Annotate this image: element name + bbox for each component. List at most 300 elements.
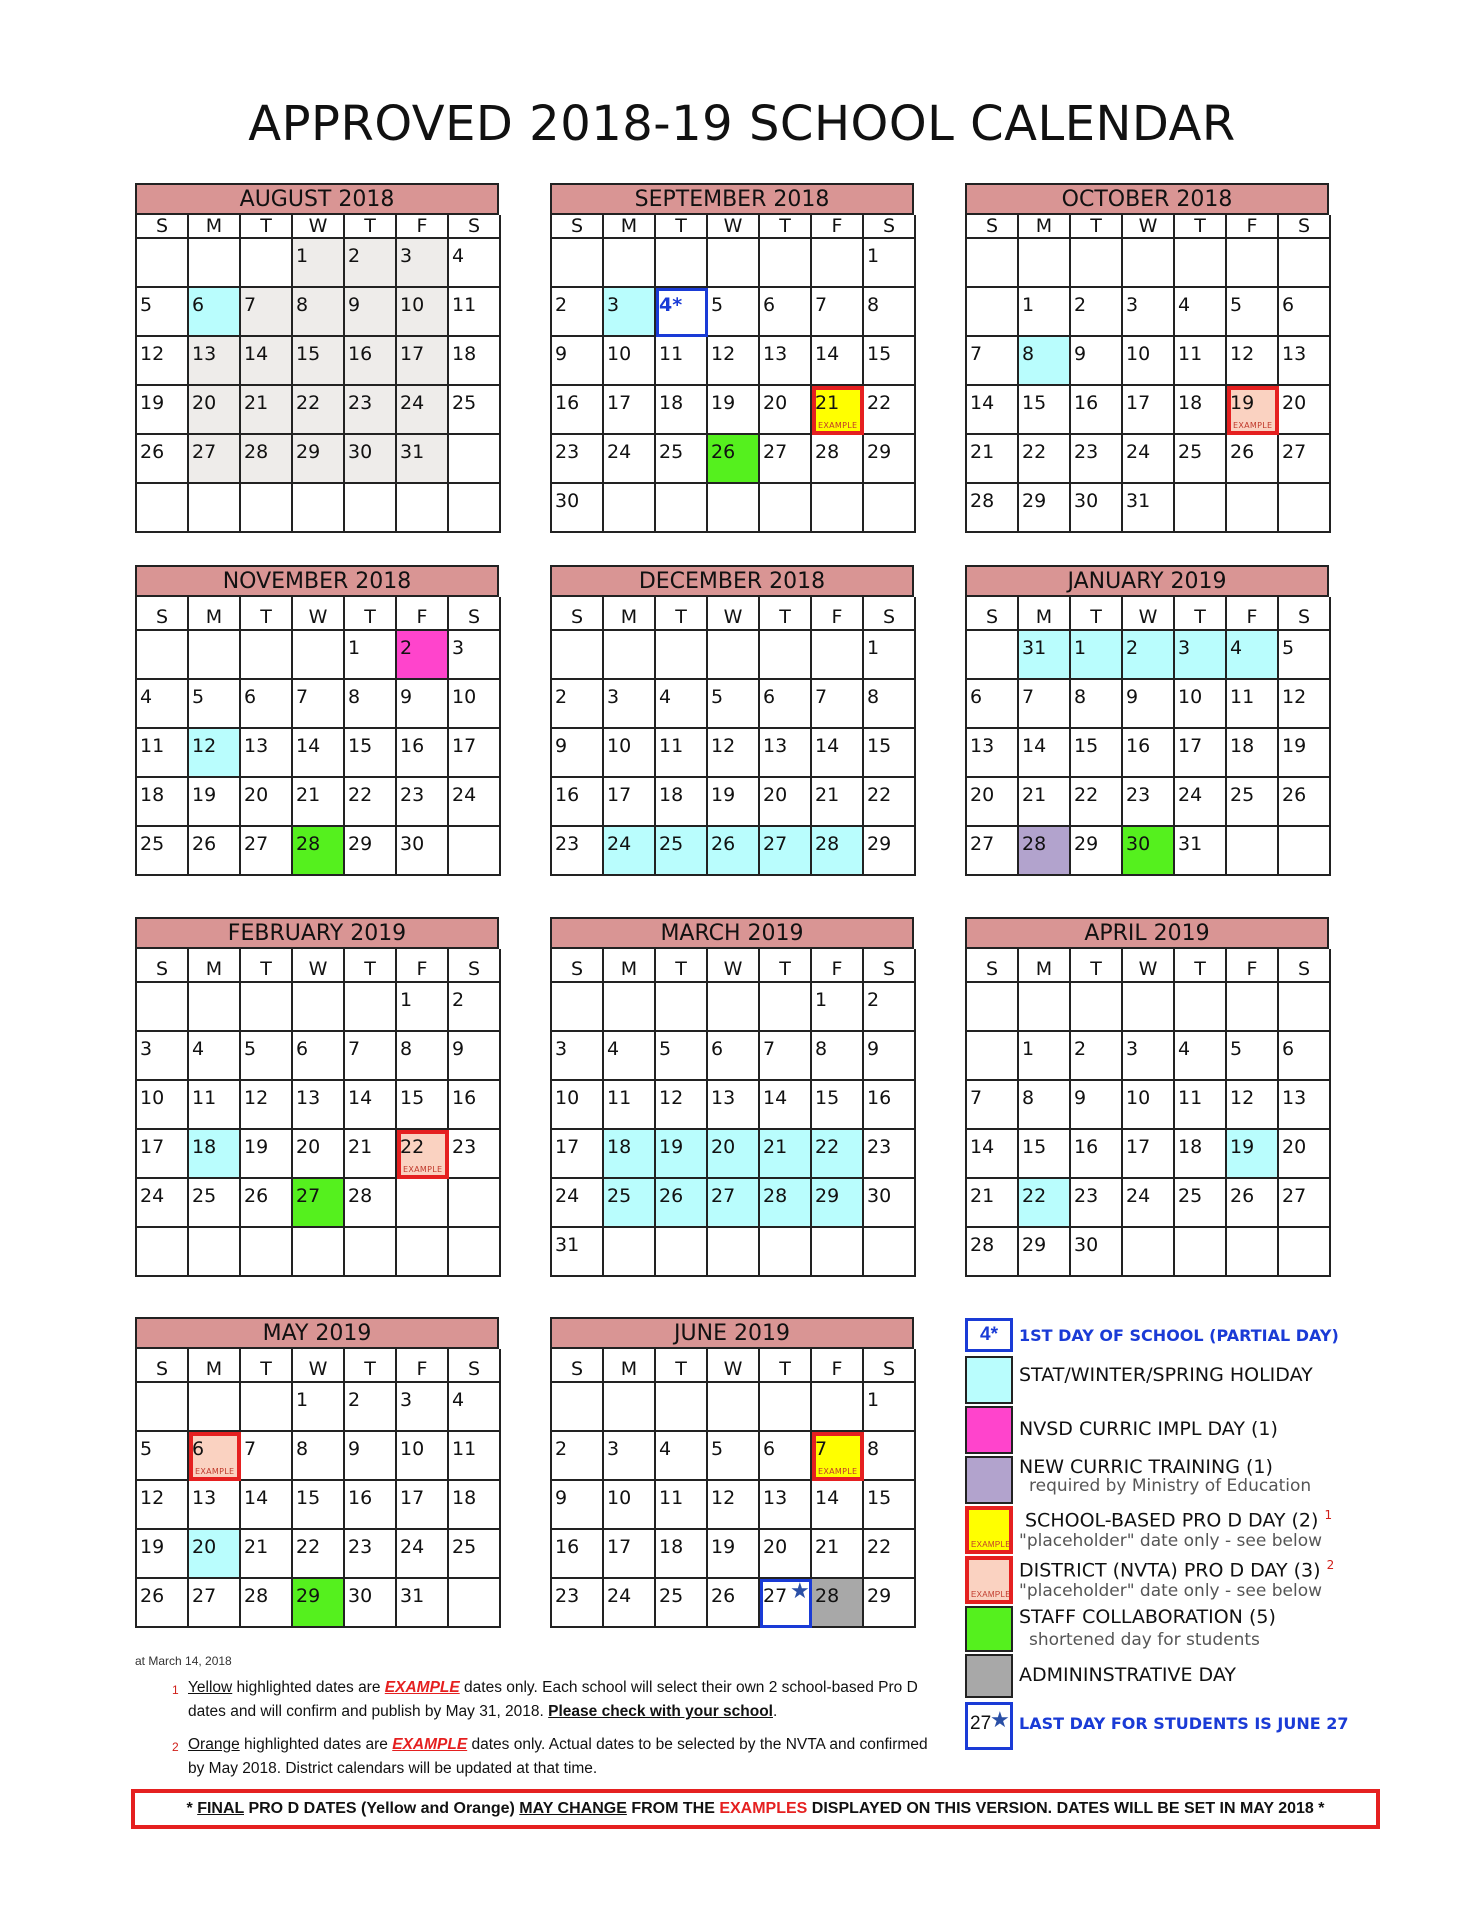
day-cell xyxy=(708,386,760,435)
month-name: FEBRUARY 2019 xyxy=(135,917,499,949)
day-cell xyxy=(1175,729,1227,778)
day-number: 21 xyxy=(763,1136,788,1158)
day-number: 31 xyxy=(400,441,425,463)
day-number: 16 xyxy=(1126,735,1151,757)
day-cell xyxy=(293,1228,345,1277)
legend-collab-sub: shortened day for students xyxy=(1029,1630,1260,1650)
day-cell xyxy=(656,680,708,729)
day-cell xyxy=(864,1032,916,1081)
day-number: 21 xyxy=(815,784,840,806)
day-cell xyxy=(1279,1179,1331,1228)
day-cell xyxy=(864,484,916,533)
day-number: 6 xyxy=(763,1438,776,1460)
month-block xyxy=(965,565,1329,876)
day-number: 29 xyxy=(348,833,373,855)
day-cell xyxy=(708,827,760,876)
day-number: 25 xyxy=(452,1536,477,1558)
day-number: 25 xyxy=(659,833,684,855)
day-cell xyxy=(1019,386,1071,435)
day-number: 20 xyxy=(1282,1136,1307,1158)
day-cell xyxy=(293,1579,345,1628)
day-cell xyxy=(345,484,397,533)
day-cell xyxy=(812,1481,864,1530)
day-number: 16 xyxy=(555,784,580,806)
day-number: 12 xyxy=(711,1487,736,1509)
day-cell xyxy=(864,1081,916,1130)
day-number: 1 xyxy=(296,245,309,267)
day-cell xyxy=(449,680,501,729)
day-cell xyxy=(1019,288,1071,337)
day-cell xyxy=(293,435,345,484)
day-cell xyxy=(345,983,397,1032)
day-cell xyxy=(397,1081,449,1130)
day-cell xyxy=(864,680,916,729)
day-number: 26 xyxy=(192,833,217,855)
day-number: 7 xyxy=(763,1038,776,1060)
day-number: 11 xyxy=(1178,343,1203,365)
day-cell xyxy=(552,1432,604,1481)
day-number: 1 xyxy=(296,1389,309,1411)
day-cell xyxy=(1019,827,1071,876)
day-number: 21 xyxy=(244,392,269,414)
day-cell xyxy=(1279,680,1331,729)
day-number: 30 xyxy=(1074,1234,1099,1256)
day-number: 13 xyxy=(192,343,217,365)
day-number: 2 xyxy=(1074,294,1087,316)
day-cell xyxy=(604,1432,656,1481)
day-number: 23 xyxy=(1074,1185,1099,1207)
day-cell xyxy=(760,729,812,778)
day-cell xyxy=(397,1130,449,1179)
legend-admin: ADMININSTRATIVE DAY xyxy=(1019,1664,1236,1686)
day-cell xyxy=(1175,1179,1227,1228)
example-label: EXAMPLE xyxy=(818,421,858,430)
day-number: 29 xyxy=(867,833,892,855)
day-number: 7 xyxy=(296,686,309,708)
day-cell xyxy=(552,386,604,435)
day-number: 27 xyxy=(763,833,788,855)
day-number: 4 xyxy=(1230,637,1243,659)
day-cell xyxy=(812,680,864,729)
day-cell xyxy=(760,1383,812,1432)
day-number: 21 xyxy=(815,392,840,414)
day-cell xyxy=(760,1179,812,1228)
day-cell xyxy=(708,1481,760,1530)
day-number: 24 xyxy=(400,1536,425,1558)
day-number: 23 xyxy=(348,1536,373,1558)
day-cell xyxy=(241,1081,293,1130)
day-cell xyxy=(345,778,397,827)
day-cell xyxy=(449,1383,501,1432)
weekday-label: S xyxy=(449,215,501,239)
day-number: 24 xyxy=(607,1585,632,1607)
day-number: 6 xyxy=(763,294,776,316)
day-number: 6 xyxy=(244,686,257,708)
day-cell xyxy=(604,827,656,876)
day-number: 29 xyxy=(1022,1234,1047,1256)
day-number: 5 xyxy=(711,686,724,708)
legend-district: DISTRICT (NVTA) PRO D DAY (3) $^2$ xyxy=(1019,1558,1335,1582)
day-number: 28 xyxy=(244,1585,269,1607)
day-cell xyxy=(137,484,189,533)
day-cell xyxy=(552,1130,604,1179)
day-number: 19 xyxy=(711,784,736,806)
day-number: 11 xyxy=(607,1087,632,1109)
day-number: 29 xyxy=(867,1585,892,1607)
day-number: 9 xyxy=(400,686,413,708)
day-cell xyxy=(604,680,656,729)
weekday-label: T xyxy=(656,597,708,631)
day-number: 13 xyxy=(711,1087,736,1109)
day-number: 29 xyxy=(296,1585,321,1607)
day-cell xyxy=(552,778,604,827)
day-number: 15 xyxy=(867,343,892,365)
day-number: 25 xyxy=(452,392,477,414)
day-number: 11 xyxy=(192,1087,217,1109)
day-cell xyxy=(967,484,1019,533)
month-grid xyxy=(135,949,499,1277)
day-cell xyxy=(1279,729,1331,778)
month-name: JANUARY 2019 xyxy=(965,565,1329,597)
legend-school-sub: "placeholder" date only - see below xyxy=(1019,1531,1323,1551)
day-number: 17 xyxy=(607,1536,632,1558)
day-cell xyxy=(1175,435,1227,484)
day-number: 29 xyxy=(1074,833,1099,855)
day-number: 9 xyxy=(452,1038,465,1060)
day-cell xyxy=(449,631,501,680)
day-number: 11 xyxy=(140,735,165,757)
day-number: 2 xyxy=(555,1438,568,1460)
legend-training-sub: required by Ministry of Education xyxy=(1029,1476,1312,1496)
day-cell xyxy=(1175,484,1227,533)
day-number: 14 xyxy=(970,392,995,414)
day-cell xyxy=(812,435,864,484)
day-cell xyxy=(708,680,760,729)
day-number: 23 xyxy=(555,441,580,463)
day-number: 26 xyxy=(711,833,736,855)
month-grid xyxy=(550,597,914,876)
day-number: 20 xyxy=(763,784,788,806)
day-cell xyxy=(708,1579,760,1628)
day-cell xyxy=(1227,680,1279,729)
day-number: 3 xyxy=(452,637,465,659)
day-number: 1 xyxy=(867,245,880,267)
weekday-label: S xyxy=(552,1349,604,1383)
day-cell xyxy=(864,288,916,337)
weekday-label: W xyxy=(1123,215,1175,239)
day-cell xyxy=(760,288,812,337)
day-cell xyxy=(604,729,656,778)
day-number: 13 xyxy=(192,1487,217,1509)
day-cell xyxy=(1123,484,1175,533)
day-cell xyxy=(137,1530,189,1579)
day-cell xyxy=(1227,1130,1279,1179)
weekday-label: F xyxy=(1227,597,1279,631)
day-cell xyxy=(1175,631,1227,680)
day-number: 17 xyxy=(140,1136,165,1158)
day-cell xyxy=(1123,778,1175,827)
day-number: 16 xyxy=(1074,1136,1099,1158)
day-number: 2 xyxy=(452,989,465,1011)
weekday-label: T xyxy=(241,1349,293,1383)
day-number: 27 xyxy=(244,833,269,855)
weekday-label: T xyxy=(1071,597,1123,631)
weekday-label: S xyxy=(967,215,1019,239)
day-number: 18 xyxy=(659,392,684,414)
weekday-label: S xyxy=(967,597,1019,631)
day-cell xyxy=(345,631,397,680)
example-label: EXAMPLE xyxy=(195,1467,235,1476)
day-number: 26 xyxy=(1282,784,1307,806)
weekday-label: W xyxy=(293,949,345,983)
day-cell xyxy=(189,1228,241,1277)
day-cell xyxy=(293,1383,345,1432)
weekday-label: M xyxy=(604,215,656,239)
day-number: 8 xyxy=(1022,1087,1035,1109)
day-cell xyxy=(293,1530,345,1579)
day-cell xyxy=(552,1481,604,1530)
day-number: 4 xyxy=(1178,294,1191,316)
legend-impl-swatch xyxy=(965,1406,1013,1454)
day-cell xyxy=(293,1130,345,1179)
day-number: 20 xyxy=(1282,392,1307,414)
legend-holiday: STAT/WINTER/SPRING HOLIDAY xyxy=(1019,1364,1313,1386)
day-cell xyxy=(864,1179,916,1228)
day-cell xyxy=(1175,680,1227,729)
weekday-label: W xyxy=(708,949,760,983)
day-cell xyxy=(812,631,864,680)
weekday-label: M xyxy=(604,949,656,983)
day-cell xyxy=(1279,337,1331,386)
day-cell xyxy=(345,1530,397,1579)
weekday-label: M xyxy=(189,597,241,631)
day-cell xyxy=(449,1032,501,1081)
day-number: 9 xyxy=(555,735,568,757)
day-cell xyxy=(656,729,708,778)
day-cell xyxy=(345,337,397,386)
day-number: 14 xyxy=(348,1087,373,1109)
weekday-label: W xyxy=(708,215,760,239)
day-cell xyxy=(604,1130,656,1179)
day-number: 9 xyxy=(1074,343,1087,365)
day-cell xyxy=(1071,827,1123,876)
weekday-label: S xyxy=(552,215,604,239)
day-cell xyxy=(449,386,501,435)
day-cell xyxy=(189,827,241,876)
day-cell xyxy=(760,1130,812,1179)
day-cell xyxy=(241,435,293,484)
day-cell xyxy=(137,288,189,337)
day-cell xyxy=(241,337,293,386)
day-number: 2 xyxy=(1074,1038,1087,1060)
day-number: 27 xyxy=(970,833,995,855)
day-cell xyxy=(1019,484,1071,533)
day-cell xyxy=(760,1530,812,1579)
day-cell xyxy=(967,435,1019,484)
day-cell xyxy=(293,288,345,337)
day-cell xyxy=(189,1130,241,1179)
day-number: 13 xyxy=(1282,1087,1307,1109)
day-cell xyxy=(760,1579,812,1628)
day-cell xyxy=(1227,484,1279,533)
weekday-label: M xyxy=(189,949,241,983)
weekday-label: M xyxy=(189,215,241,239)
day-number: 12 xyxy=(140,1487,165,1509)
day-number: 5 xyxy=(1282,637,1295,659)
day-cell xyxy=(552,631,604,680)
day-cell xyxy=(708,337,760,386)
day-cell xyxy=(241,239,293,288)
day-cell xyxy=(552,1530,604,1579)
day-cell xyxy=(293,1179,345,1228)
day-cell xyxy=(708,729,760,778)
day-number: 2 xyxy=(555,294,568,316)
month-name: MARCH 2019 xyxy=(550,917,914,949)
day-cell xyxy=(1279,827,1331,876)
day-number: 12 xyxy=(1230,343,1255,365)
day-number: 16 xyxy=(867,1087,892,1109)
day-number: 21 xyxy=(244,1536,269,1558)
day-cell xyxy=(1071,778,1123,827)
weekday-label: S xyxy=(137,597,189,631)
day-cell xyxy=(604,1081,656,1130)
day-number: 4 xyxy=(140,686,153,708)
day-cell xyxy=(812,827,864,876)
day-cell xyxy=(189,1530,241,1579)
day-cell xyxy=(1071,435,1123,484)
day-cell xyxy=(760,1081,812,1130)
day-cell xyxy=(397,778,449,827)
day-cell xyxy=(708,778,760,827)
weekday-label: F xyxy=(397,1349,449,1383)
day-cell xyxy=(656,1530,708,1579)
day-number: 28 xyxy=(815,1585,840,1607)
day-number: 3 xyxy=(400,1389,413,1411)
note-2: 2 Orange highlighted dates are EXAMPLE dates only. Actual dates to be selected by the NVTA and confirmed by May 2018. District calendars will be updated at that time. xyxy=(172,1736,928,1777)
day-cell xyxy=(812,1432,864,1481)
day-number: 15 xyxy=(1022,392,1047,414)
day-cell xyxy=(1071,1130,1123,1179)
weekday-label: S xyxy=(864,597,916,631)
day-number: 5 xyxy=(659,1038,672,1060)
day-cell xyxy=(241,778,293,827)
day-cell xyxy=(812,729,864,778)
weekday-label: T xyxy=(760,215,812,239)
day-cell xyxy=(1071,680,1123,729)
day-cell xyxy=(1019,1081,1071,1130)
weekday-label: S xyxy=(137,949,189,983)
day-cell xyxy=(137,1032,189,1081)
day-number: 7 xyxy=(815,686,828,708)
day-number: 16 xyxy=(400,735,425,757)
day-cell xyxy=(1019,778,1071,827)
day-number: 5 xyxy=(140,1438,153,1460)
day-number: 15 xyxy=(815,1087,840,1109)
day-cell xyxy=(189,1179,241,1228)
day-number: 18 xyxy=(659,1536,684,1558)
day-cell xyxy=(760,1032,812,1081)
day-cell xyxy=(1071,1228,1123,1277)
day-number: 18 xyxy=(452,1487,477,1509)
day-number: 27 xyxy=(192,1585,217,1607)
day-number: 3 xyxy=(140,1038,153,1060)
day-cell xyxy=(1123,631,1175,680)
weekday-label: T xyxy=(241,597,293,631)
day-number: 8 xyxy=(867,1438,880,1460)
day-number: 3 xyxy=(1178,637,1191,659)
day-number: 10 xyxy=(607,343,632,365)
day-cell xyxy=(189,239,241,288)
day-cell xyxy=(189,729,241,778)
day-cell xyxy=(604,337,656,386)
day-cell xyxy=(1227,983,1279,1032)
day-number: 10 xyxy=(1126,343,1151,365)
day-number: 18 xyxy=(659,784,684,806)
day-number: 6 xyxy=(192,1438,205,1460)
day-cell xyxy=(708,983,760,1032)
weekday-label: M xyxy=(189,1349,241,1383)
month-name: SEPTEMBER 2018 xyxy=(550,183,914,215)
day-number: 26 xyxy=(140,1585,165,1607)
day-number: 27 xyxy=(1282,441,1307,463)
day-cell xyxy=(864,435,916,484)
day-number: 25 xyxy=(659,441,684,463)
day-number: 12 xyxy=(140,343,165,365)
day-number: 24 xyxy=(1126,441,1151,463)
day-cell xyxy=(345,1130,397,1179)
day-cell xyxy=(137,435,189,484)
day-number: 13 xyxy=(970,735,995,757)
day-number: 16 xyxy=(555,392,580,414)
day-cell xyxy=(241,386,293,435)
day-cell xyxy=(967,631,1019,680)
day-number: 4 xyxy=(192,1038,205,1060)
day-number: 15 xyxy=(867,735,892,757)
day-number: 9 xyxy=(555,343,568,365)
day-number: 10 xyxy=(400,294,425,316)
day-cell xyxy=(552,827,604,876)
day-cell xyxy=(345,1432,397,1481)
day-number: 7 xyxy=(815,1438,828,1460)
day-number: 17 xyxy=(607,784,632,806)
day-number: 9 xyxy=(348,294,361,316)
day-cell xyxy=(137,386,189,435)
day-number: 28 xyxy=(244,441,269,463)
weekday-label: W xyxy=(1123,597,1175,631)
day-number: 2 xyxy=(348,245,361,267)
day-cell xyxy=(1123,288,1175,337)
weekday-label: F xyxy=(1227,949,1279,983)
day-number: 9 xyxy=(1074,1087,1087,1109)
day-cell xyxy=(397,484,449,533)
day-number: 26 xyxy=(659,1185,684,1207)
month-block xyxy=(135,183,499,533)
day-number: 25 xyxy=(607,1185,632,1207)
day-cell xyxy=(1019,680,1071,729)
day-number: 17 xyxy=(1178,735,1203,757)
day-number: 25 xyxy=(140,833,165,855)
day-number: 3 xyxy=(607,294,620,316)
day-number: 21 xyxy=(348,1136,373,1158)
day-number: 25 xyxy=(1230,784,1255,806)
example-label: EXAMPLE xyxy=(1233,421,1273,430)
day-number: 15 xyxy=(296,343,321,365)
weekday-label: W xyxy=(708,597,760,631)
day-cell xyxy=(241,1130,293,1179)
day-cell xyxy=(604,1228,656,1277)
weekday-label: W xyxy=(293,597,345,631)
day-number: 1 xyxy=(1074,637,1087,659)
